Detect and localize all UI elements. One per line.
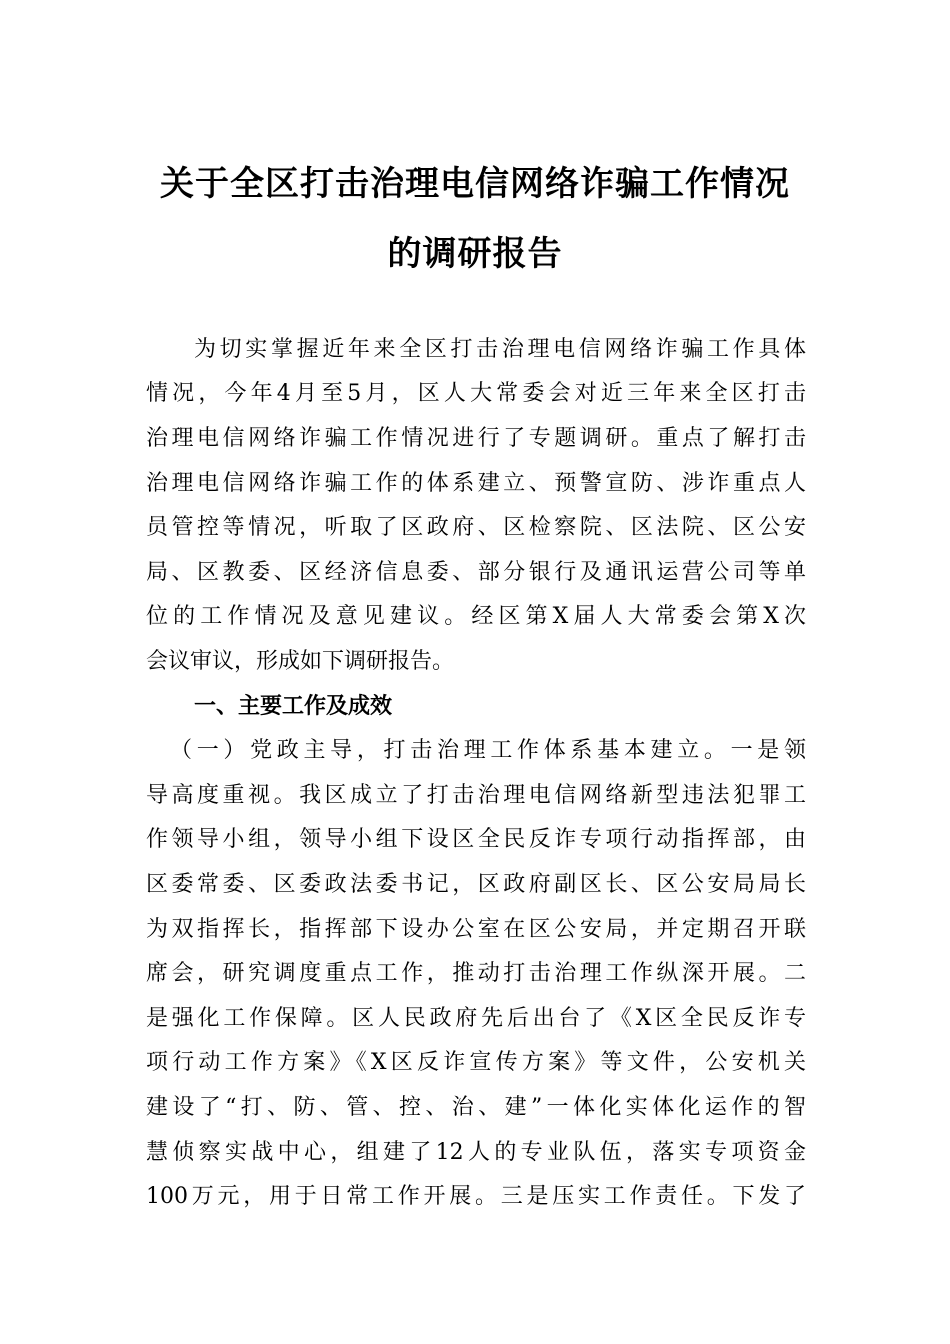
intro-paragraph-line: 局、区教委、区经济信息委、部分银行及通讯运营公司等单 (146, 560, 806, 585)
intro-paragraph-line: 会议审议，形成如下调研报告。 (146, 649, 455, 674)
section-heading: 一、主要工作及成效 (194, 694, 393, 719)
section-paragraph-line: 建设了“打、防、管、控、治、建”一体化实体化运作的智 (146, 1095, 806, 1120)
intro-paragraph-line: 情况，今年4月至5月，区人大常委会对近三年来全区打击 (146, 381, 806, 406)
section-paragraph-line: 席会，研究调度重点工作，推动打击治理工作纵深开展。二 (146, 961, 806, 986)
section-paragraph-line: （一）党政主导，打击治理工作体系基本建立。一是领 (170, 738, 806, 763)
intro-paragraph-line: 位的工作情况及意见建议。经区第X届人大常委会第X次 (146, 604, 806, 629)
section-paragraph-line: 慧侦察实战中心，组建了12人的专业队伍，落实专项资金 (146, 1140, 806, 1165)
section-paragraph-line: 作领导小组，领导小组下设区全民反诈专项行动指挥部，由 (146, 827, 806, 852)
section-paragraph-line: 为双指挥长，指挥部下设办公室在区公安局，并定期召开联 (146, 917, 806, 942)
section-paragraph-line: 100万元，用于日常工作开展。三是压实工作责任。下发了 (146, 1184, 806, 1209)
section-paragraph-line: 导高度重视。我区成立了打击治理电信网络新型违法犯罪工 (146, 783, 806, 808)
intro-paragraph-line: 治理电信网络诈骗工作情况进行了专题调研。重点了解打击 (146, 426, 806, 451)
intro-paragraph-line: 员管控等情况，听取了区政府、区检察院、区法院、区公安 (146, 515, 806, 540)
section-paragraph-line: 是强化工作保障。区人民政府先后出台了《X区全民反诈专 (146, 1006, 806, 1031)
section-paragraph-line: 区委常委、区委政法委书记，区政府副区长、区公安局局长 (146, 872, 806, 897)
document-title-line-1: 关于全区打击治理电信网络诈骗工作情况 (160, 164, 790, 204)
section-paragraph-line: 项行动工作方案》《X区反诈宣传方案》等文件，公安机关 (146, 1050, 806, 1075)
intro-paragraph-line: 治理电信网络诈骗工作的体系建立、预警宣防、涉诈重点人 (146, 471, 806, 496)
intro-paragraph-line: 为切实掌握近年来全区打击治理电信网络诈骗工作具体 (194, 337, 806, 362)
document-title-line-2: 的调研报告 (387, 234, 563, 274)
